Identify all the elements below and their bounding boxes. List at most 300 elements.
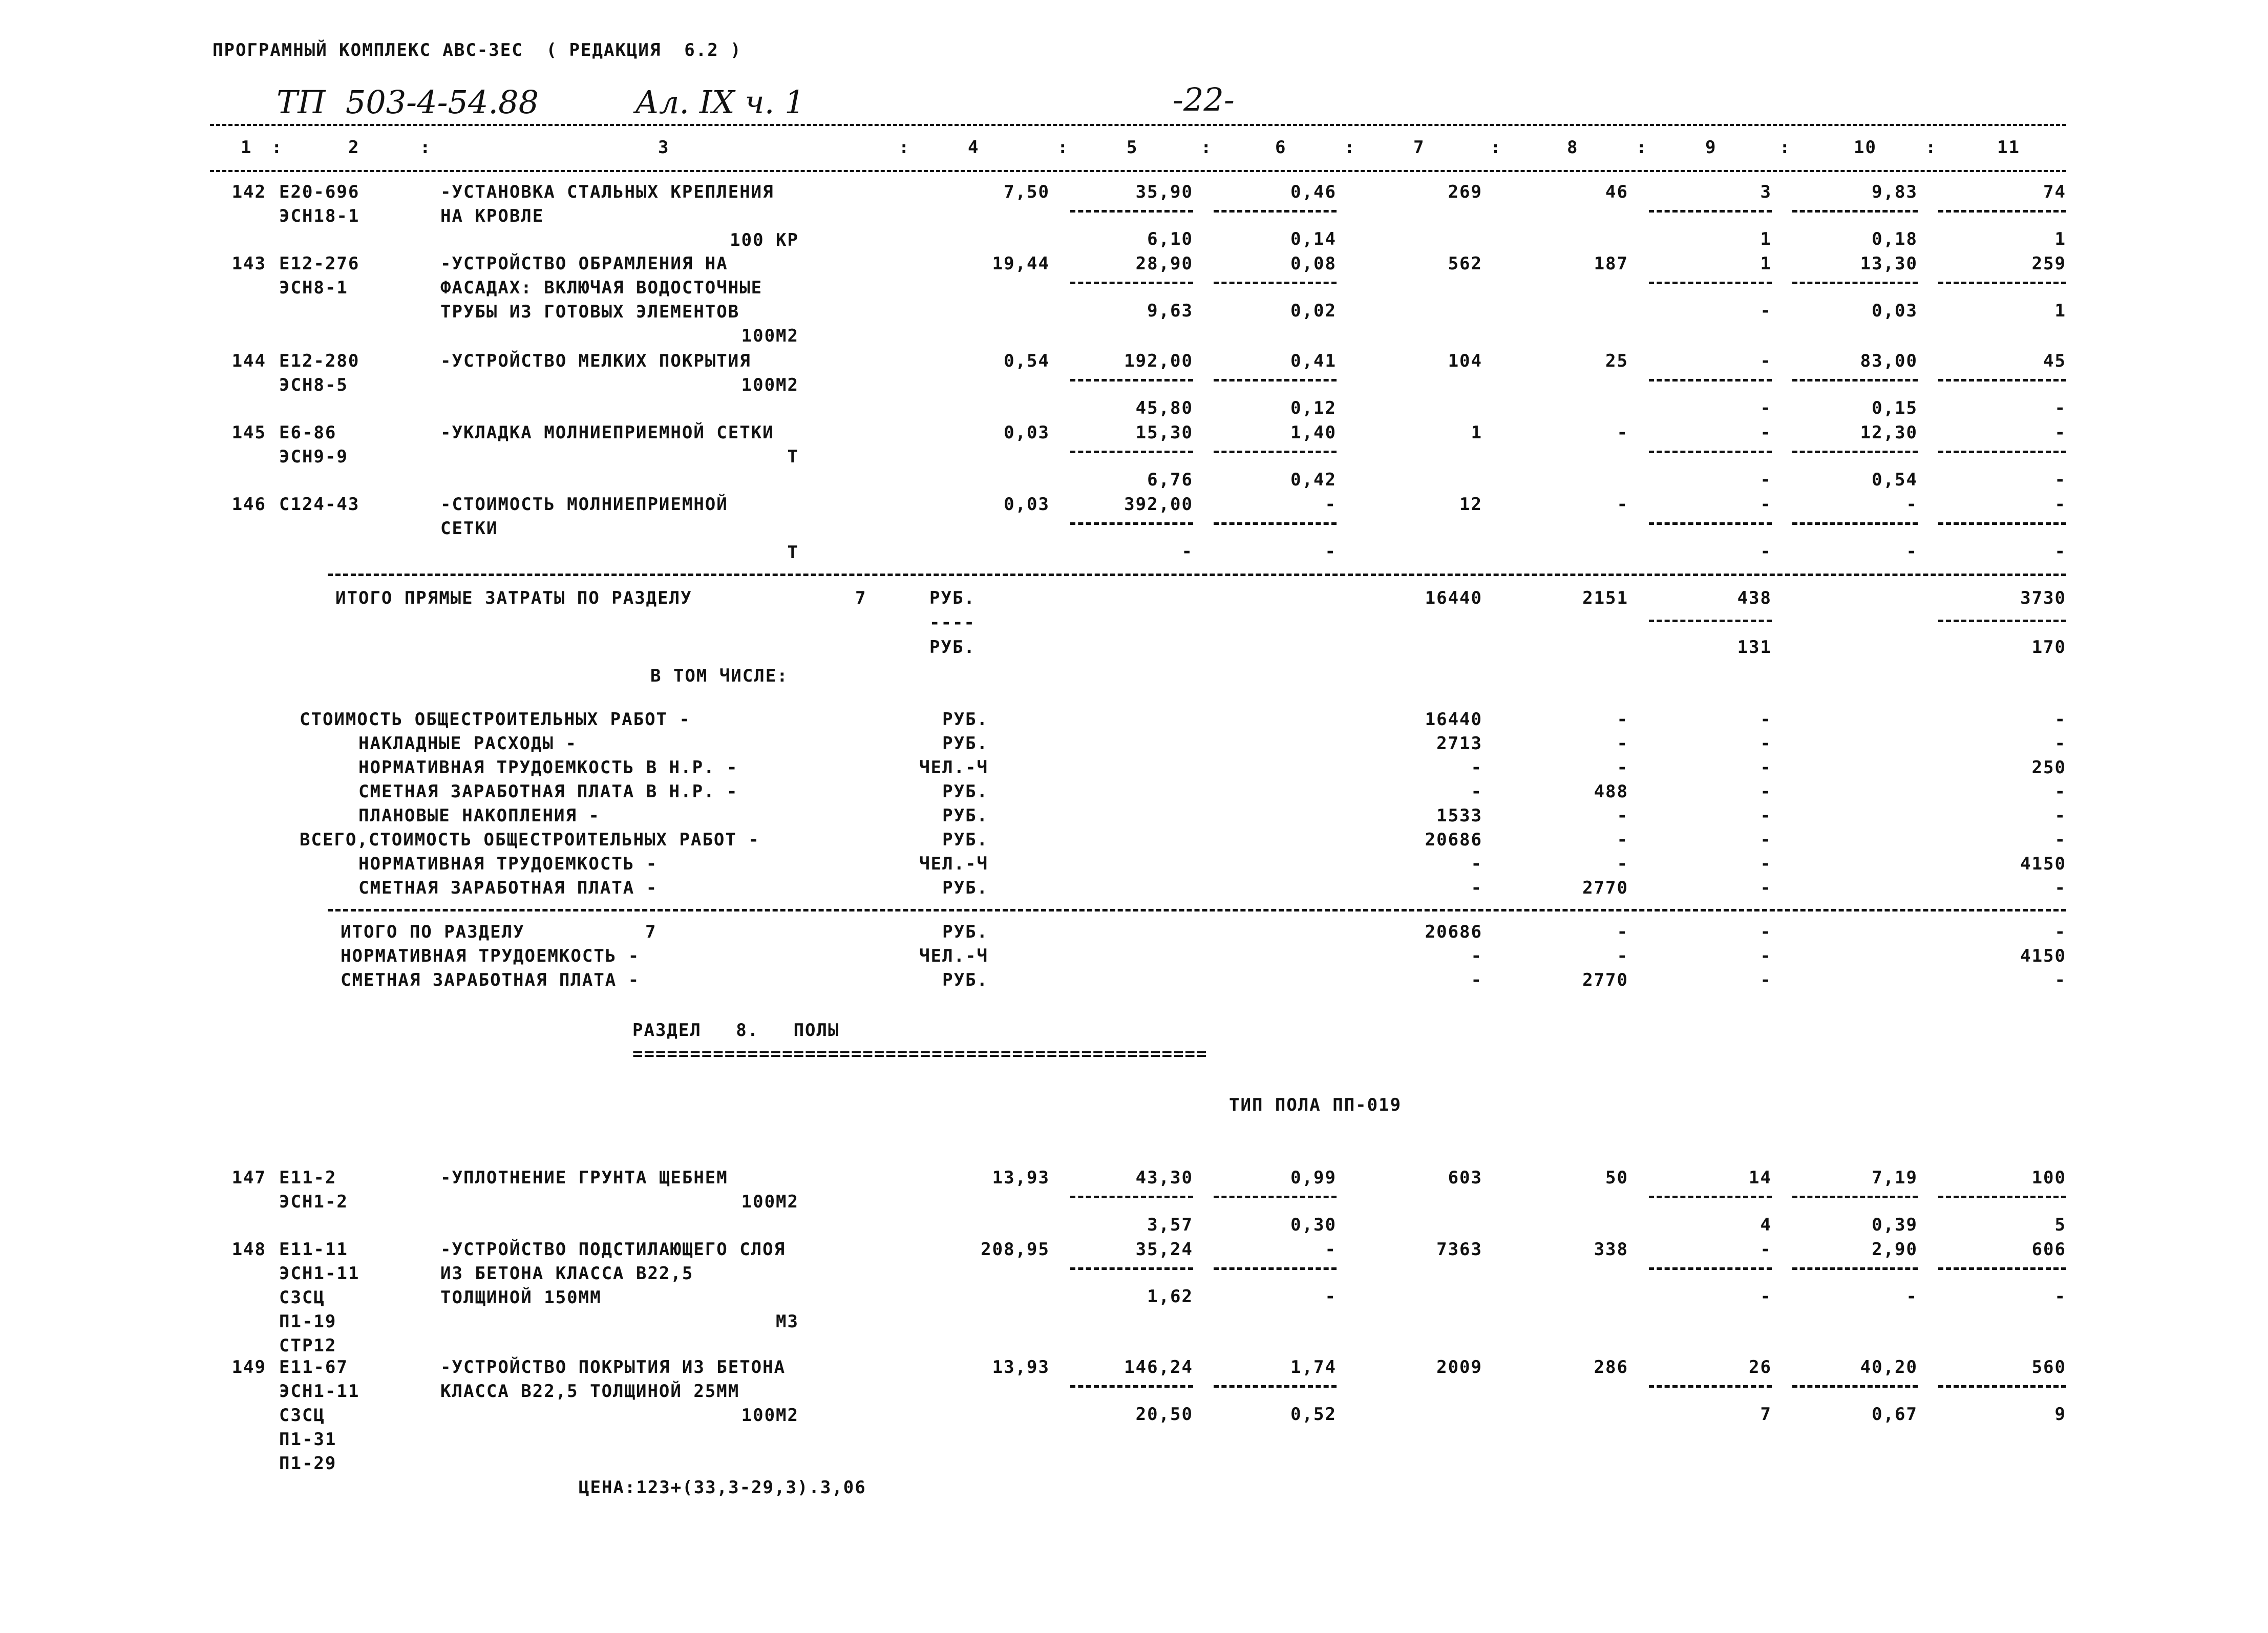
cell-c11: 560 xyxy=(2031,1357,2066,1377)
section-total-unit: ЧЕЛ.-Ч xyxy=(919,946,988,966)
summary-c7: - xyxy=(1471,854,1482,874)
unit: 100М2 xyxy=(741,375,799,395)
project-code: ТП 503-4-54.88 xyxy=(277,83,539,121)
norm-subcode: ЭСН9-9 xyxy=(279,447,348,467)
section-total-c8: 2770 xyxy=(1582,970,1628,990)
work-description: ТРУБЫ ИЗ ГОТОВЫХ ЭЛЕМЕНТОВ xyxy=(440,302,740,322)
section-underline: ================================================== xyxy=(632,1044,1208,1064)
column-separator: : xyxy=(271,137,283,158)
cell-c5: 392,00 xyxy=(1124,494,1193,515)
summary-c11: 250 xyxy=(2031,757,2066,778)
cell-c10b: 0,54 xyxy=(1872,470,1918,490)
cell-c11: - xyxy=(2054,494,2066,515)
sub-rule xyxy=(1792,1196,1918,1198)
cell-c5: 146,24 xyxy=(1124,1357,1193,1377)
sub-rule xyxy=(1649,1196,1772,1198)
cell-c6b: 0,30 xyxy=(1290,1215,1337,1235)
cell-c8: 50 xyxy=(1605,1168,1628,1188)
cell-c5b: - xyxy=(1181,541,1193,562)
summary-c11: - xyxy=(2054,781,2066,802)
sub-rule xyxy=(1938,1267,2066,1270)
sub-rule xyxy=(1792,1385,1918,1388)
summary-c8: 2770 xyxy=(1582,878,1628,898)
column-header-6: 6 xyxy=(1275,137,1287,158)
cell-c6b: 0,42 xyxy=(1290,470,1337,490)
cell-c10: - xyxy=(1906,494,1918,515)
sub-rule xyxy=(1649,620,1772,622)
column-separator: : xyxy=(1201,137,1213,158)
section-total-label: СМЕТНАЯ ЗАРАБОТНАЯ ПЛАТА - xyxy=(341,970,640,990)
sub-rule xyxy=(1792,522,1918,525)
cell-c6: 1,40 xyxy=(1290,422,1337,443)
cell-c8: 25 xyxy=(1605,351,1628,371)
summary-unit: РУБ. xyxy=(942,733,988,754)
unit: Т xyxy=(787,542,799,563)
cell-c11: 259 xyxy=(2031,253,2066,274)
summary-label: СМЕТНАЯ ЗАРАБОТНАЯ ПЛАТА В Н.Р. - xyxy=(358,781,738,802)
cell-c7: 7363 xyxy=(1436,1239,1482,1260)
price-note: ЦЕНА:123+(33,3-29,3).3,06 xyxy=(579,1477,866,1498)
cell-c9b: - xyxy=(1760,301,1772,321)
sub-rule xyxy=(1792,1267,1918,1270)
sub-rule xyxy=(1070,210,1193,213)
cell-c11: 100 xyxy=(2031,1168,2066,1188)
cell-c8: - xyxy=(1617,494,1628,515)
summary-c8: - xyxy=(1617,757,1628,778)
cell-c4: 13,93 xyxy=(992,1168,1050,1188)
totals-c9b: 131 xyxy=(1737,637,1772,658)
section-total-unit: РУБ. xyxy=(942,970,988,990)
section-totals-rule xyxy=(328,909,2066,911)
summary-label: ПЛАНОВЫЕ НАКОПЛЕНИЯ - xyxy=(358,805,600,826)
cell-c4: 7,50 xyxy=(1004,182,1050,202)
cell-c9b: 7 xyxy=(1760,1404,1772,1425)
cell-c11b: - xyxy=(2054,541,2066,562)
cell-c10: 12,30 xyxy=(1860,422,1918,443)
cell-c6: 0,46 xyxy=(1290,182,1337,202)
sub-rule xyxy=(1938,620,2066,622)
cell-c8: 46 xyxy=(1605,182,1628,202)
column-separator: : xyxy=(899,137,910,158)
cell-c4: 0,03 xyxy=(1004,494,1050,515)
column-header-4: 4 xyxy=(968,137,980,158)
column-header-11: 11 xyxy=(1997,137,2020,158)
totals-c11b: 170 xyxy=(2031,637,2066,658)
cell-c5: 15,30 xyxy=(1135,422,1193,443)
column-header-7: 7 xyxy=(1413,137,1425,158)
cell-c11b: - xyxy=(2054,398,2066,418)
summary-label: НОРМАТИВНАЯ ТРУДОЕМКОСТЬ - xyxy=(358,854,658,874)
summary-c7: 2713 xyxy=(1436,733,1482,754)
summary-c8: - xyxy=(1617,805,1628,826)
cell-c10: 83,00 xyxy=(1860,351,1918,371)
section-total-c7: - xyxy=(1471,946,1482,966)
cell-c6: 0,08 xyxy=(1290,253,1337,274)
cell-c9b: 1 xyxy=(1760,229,1772,249)
section-total-c7: - xyxy=(1471,970,1482,990)
section-total-c9: - xyxy=(1760,946,1772,966)
sub-rule xyxy=(1938,379,2066,381)
summary-c11: - xyxy=(2054,805,2066,826)
sub-rule xyxy=(1214,379,1337,381)
work-description: ФАСАДАХ: ВКЛЮЧАЯ ВОДОСТОЧНЫЕ xyxy=(440,278,763,298)
work-description: -СТОИМОСТЬ МОЛНИЕПРИЕМНОЙ xyxy=(440,494,728,515)
cell-c10b: 0,18 xyxy=(1872,229,1918,249)
cell-c5: 28,90 xyxy=(1135,253,1193,274)
cell-c5: 35,90 xyxy=(1135,182,1193,202)
sub-rule xyxy=(1792,282,1918,284)
cell-c7: 12 xyxy=(1459,494,1482,515)
cell-c10b: 0,15 xyxy=(1872,398,1918,418)
norm-code: Е12-276 xyxy=(279,253,360,274)
cell-c6: 0,99 xyxy=(1290,1168,1337,1188)
norm-code: Е20-696 xyxy=(279,182,360,202)
work-description: НА КРОВЛЕ xyxy=(440,206,544,226)
cell-c10b: 0,03 xyxy=(1872,301,1918,321)
totals-c11: 3730 xyxy=(2020,588,2066,608)
cell-c11: 74 xyxy=(2043,182,2066,202)
cell-c4: 19,44 xyxy=(992,253,1050,274)
work-description: -УПЛОТНЕНИЕ ГРУНТА ЩЕБНЕМ xyxy=(440,1168,728,1188)
cell-c9: - xyxy=(1760,494,1772,515)
sub-rule xyxy=(1938,282,2066,284)
totals-label: ИТОГО ПРЯМЫЕ ЗАТРАТЫ ПО РАЗДЕЛУ xyxy=(335,588,692,608)
cell-c9: 14 xyxy=(1749,1168,1772,1188)
cell-c6: 0,41 xyxy=(1290,351,1337,371)
cell-c6b: 0,12 xyxy=(1290,398,1337,418)
summary-c7: - xyxy=(1471,878,1482,898)
totals-c9: 438 xyxy=(1737,588,1772,608)
summary-label: СТОИМОСТЬ ОБЩЕСТРОИТЕЛЬНЫХ РАБОТ - xyxy=(300,709,691,730)
sub-rule xyxy=(1792,210,1918,213)
row-number: 149 xyxy=(231,1357,266,1377)
norm-subcode: СТР12 xyxy=(279,1335,337,1356)
sub-rule xyxy=(1070,379,1193,381)
summary-unit: РУБ. xyxy=(942,805,988,826)
cell-c9b: - xyxy=(1760,541,1772,562)
cell-c4: 0,54 xyxy=(1004,351,1050,371)
section-total-num: 7 xyxy=(645,922,657,942)
sub-rule xyxy=(1649,1385,1772,1388)
unit: Т xyxy=(787,447,799,467)
totals-dashes: ---- xyxy=(929,612,976,633)
row-number: 144 xyxy=(231,351,266,371)
cell-c7: 562 xyxy=(1448,253,1482,274)
summary-c7: - xyxy=(1471,757,1482,778)
norm-subcode: СЗСЦ xyxy=(279,1405,325,1426)
work-description: ИЗ БЕТОНА КЛАССА В22,5 xyxy=(440,1263,694,1284)
summary-c9: - xyxy=(1760,757,1772,778)
cell-c7: 104 xyxy=(1448,351,1482,371)
cell-c10b: - xyxy=(1906,1286,1918,1307)
cell-c10: 2,90 xyxy=(1872,1239,1918,1260)
row-number: 145 xyxy=(231,422,266,443)
cell-c11b: 1 xyxy=(2054,301,2066,321)
norm-code: Е11-11 xyxy=(279,1239,348,1260)
work-description: СЕТКИ xyxy=(440,518,498,539)
cell-c6: - xyxy=(1325,494,1337,515)
cell-c10: 9,83 xyxy=(1872,182,1918,202)
cell-c6b: 0,52 xyxy=(1290,1404,1337,1425)
work-description: ТОЛЩИНОЙ 150ММ xyxy=(440,1287,602,1308)
column-separator: : xyxy=(1057,137,1069,158)
cell-c5b: 45,80 xyxy=(1135,398,1193,418)
summary-unit: РУБ. xyxy=(942,830,988,850)
sub-rule xyxy=(1070,1267,1193,1270)
sub-rule xyxy=(1070,451,1193,453)
cell-c8: 338 xyxy=(1594,1239,1628,1260)
summary-unit: РУБ. xyxy=(942,709,988,730)
summary-c11: 4150 xyxy=(2020,854,2066,874)
summary-c9: - xyxy=(1760,830,1772,850)
summary-unit: ЧЕЛ.-Ч xyxy=(919,854,988,874)
summary-c8: - xyxy=(1617,709,1628,730)
cell-c9: - xyxy=(1760,351,1772,371)
column-header-9: 9 xyxy=(1705,137,1717,158)
row-number: 148 xyxy=(231,1239,266,1260)
summary-c9: - xyxy=(1760,709,1772,730)
cell-c6b: - xyxy=(1325,541,1337,562)
section-title: РАЗДЕЛ 8. ПОЛЫ xyxy=(632,1020,840,1041)
sub-rule xyxy=(1792,379,1918,381)
cell-c10b: 0,67 xyxy=(1872,1404,1918,1425)
sub-rule xyxy=(1214,1267,1337,1270)
column-separator: : xyxy=(1925,137,1937,158)
sub-rule xyxy=(1214,1196,1337,1198)
cell-c11b: - xyxy=(2054,470,2066,490)
totals-c7: 16440 xyxy=(1425,588,1482,608)
sub-rule xyxy=(1938,1196,2066,1198)
work-description: -УСТРОЙСТВО ПОКРЫТИЯ ИЗ БЕТОНА xyxy=(440,1357,786,1377)
cell-c9b: - xyxy=(1760,1286,1772,1307)
summary-c9: - xyxy=(1760,805,1772,826)
sub-rule xyxy=(1938,1385,2066,1388)
cell-c8: - xyxy=(1617,422,1628,443)
cell-c11b: 1 xyxy=(2054,229,2066,249)
sub-rule xyxy=(1070,282,1193,284)
cell-c10b: 0,39 xyxy=(1872,1215,1918,1235)
summary-c11: - xyxy=(2054,830,2066,850)
sub-rule xyxy=(1214,210,1337,213)
totals-top-rule xyxy=(328,574,2066,576)
work-description: -УСТАНОВКА СТАЛЬНЫХ КРЕПЛЕНИЯ xyxy=(440,182,774,202)
cell-c9b: 4 xyxy=(1760,1215,1772,1235)
sub-rule xyxy=(1214,282,1337,284)
sub-rule xyxy=(1938,210,2066,213)
totals-unit-2: РУБ. xyxy=(929,637,976,658)
sub-rule xyxy=(1214,522,1337,525)
norm-code: Е11-2 xyxy=(279,1168,337,1188)
sub-rule xyxy=(1649,379,1772,381)
summary-c9: - xyxy=(1760,781,1772,802)
cell-c6b: 0,14 xyxy=(1290,229,1337,249)
section-total-c11: - xyxy=(2054,970,2066,990)
cell-c7: 1 xyxy=(1471,422,1482,443)
row-number: 142 xyxy=(231,182,266,202)
sub-rule xyxy=(1792,451,1918,453)
unit: М3 xyxy=(776,1311,799,1332)
column-header-1: 1 xyxy=(241,137,252,158)
unit: 100М2 xyxy=(741,1405,799,1426)
column-header-8: 8 xyxy=(1567,137,1579,158)
row-number: 143 xyxy=(231,253,266,274)
cell-c9b: - xyxy=(1760,398,1772,418)
unit: 100М2 xyxy=(741,1192,799,1212)
summary-c8: - xyxy=(1617,854,1628,874)
cell-c11: 45 xyxy=(2043,351,2066,371)
header-bottom-rule xyxy=(210,170,2066,172)
summary-c9: - xyxy=(1760,733,1772,754)
row-number: 147 xyxy=(231,1168,266,1188)
cell-c9: 3 xyxy=(1760,182,1772,202)
summary-c9: - xyxy=(1760,878,1772,898)
summary-c11: - xyxy=(2054,709,2066,730)
summary-label: ВСЕГО,СТОИМОСТЬ ОБЩЕСТРОИТЕЛЬНЫХ РАБОТ - xyxy=(300,830,760,850)
sub-rule xyxy=(1649,522,1772,525)
cell-c6b: 0,02 xyxy=(1290,301,1337,321)
sub-rule xyxy=(1649,1267,1772,1270)
album-number: Ал. IX ч. 1 xyxy=(635,83,805,121)
cell-c5b: 6,76 xyxy=(1147,470,1193,490)
summary-c8: - xyxy=(1617,830,1628,850)
summary-c7: - xyxy=(1471,781,1482,802)
cell-c6: 1,74 xyxy=(1290,1357,1337,1377)
header-top-rule xyxy=(210,124,2066,126)
work-description: -УКЛАДКА МОЛНИЕПРИЕМНОЙ СЕТКИ xyxy=(440,422,774,443)
cell-c6: - xyxy=(1325,1239,1337,1260)
sub-rule xyxy=(1070,1196,1193,1198)
work-description: -УСТРОЙСТВО МЕЛКИХ ПОКРЫТИЯ xyxy=(440,351,751,371)
cell-c4: 13,93 xyxy=(992,1357,1050,1377)
cell-c10: 7,19 xyxy=(1872,1168,1918,1188)
sub-rule xyxy=(1938,451,2066,453)
cell-c8: 286 xyxy=(1594,1357,1628,1377)
cell-c10: 40,20 xyxy=(1860,1357,1918,1377)
norm-subcode: ЭСН8-5 xyxy=(279,375,348,395)
norm-code: Е6-86 xyxy=(279,422,337,443)
norm-subcode: ЭСН8-1 xyxy=(279,278,348,298)
cell-c5b: 20,50 xyxy=(1135,1404,1193,1425)
cell-c9b: - xyxy=(1760,470,1772,490)
totals-section: 7 xyxy=(855,588,867,608)
cell-c5b: 9,63 xyxy=(1147,301,1193,321)
sub-rule xyxy=(1214,1385,1337,1388)
cell-c6b: - xyxy=(1325,1286,1337,1307)
column-header-2: 2 xyxy=(348,137,360,158)
summary-c8: 488 xyxy=(1594,781,1628,802)
column-header-5: 5 xyxy=(1127,137,1138,158)
column-separator: : xyxy=(1490,137,1502,158)
section-total-c8: - xyxy=(1617,946,1628,966)
cell-c5: 43,30 xyxy=(1135,1168,1193,1188)
section-total-c11: 4150 xyxy=(2020,946,2066,966)
floor-type: ТИП ПОЛА ПП-019 xyxy=(1229,1095,1402,1115)
totals-c8: 2151 xyxy=(1582,588,1628,608)
section-total-c8: - xyxy=(1617,922,1628,942)
section-total-c9: - xyxy=(1760,970,1772,990)
norm-subcode: П1-31 xyxy=(279,1429,337,1450)
section-total-c9: - xyxy=(1760,922,1772,942)
cell-c11: - xyxy=(2054,422,2066,443)
summary-label: НОРМАТИВНАЯ ТРУДОЕМКОСТЬ В Н.Р. - xyxy=(358,757,738,778)
cell-c9: 26 xyxy=(1749,1357,1772,1377)
cell-c5b: 3,57 xyxy=(1147,1215,1193,1235)
sub-rule xyxy=(1938,522,2066,525)
program-header: ПРОГРАМНЫЙ КОМПЛЕКС АВС-3ЕС ( РЕДАКЦИЯ 6.2 ) xyxy=(213,40,742,60)
norm-subcode: ЭСН1-11 xyxy=(279,1381,360,1402)
cell-c8: 187 xyxy=(1594,253,1628,274)
section-total-label: ИТОГО ПО РАЗДЕЛУ xyxy=(341,922,525,942)
section-total-c7: 20686 xyxy=(1425,922,1482,942)
cell-c10b: - xyxy=(1906,541,1918,562)
cell-c11b: 5 xyxy=(2054,1215,2066,1235)
norm-subcode: ЭСН1-2 xyxy=(279,1192,348,1212)
cell-c9: - xyxy=(1760,1239,1772,1260)
summary-unit: РУБ. xyxy=(942,781,988,802)
section-total-unit: РУБ. xyxy=(942,922,988,942)
summary-c8: - xyxy=(1617,733,1628,754)
summary-label: НАКЛАДНЫЕ РАСХОДЫ - xyxy=(358,733,577,754)
summary-c9: - xyxy=(1760,854,1772,874)
summary-c11: - xyxy=(2054,733,2066,754)
summary-c7: 16440 xyxy=(1425,709,1482,730)
column-header-3: 3 xyxy=(658,137,670,158)
cell-c5b: 1,62 xyxy=(1147,1286,1193,1307)
column-separator: : xyxy=(1344,137,1356,158)
norm-subcode: П1-19 xyxy=(279,1311,337,1332)
sub-rule xyxy=(1649,210,1772,213)
cell-c5: 35,24 xyxy=(1135,1239,1193,1260)
cell-c7: 603 xyxy=(1448,1168,1482,1188)
cell-c10: 13,30 xyxy=(1860,253,1918,274)
work-description: КЛАССА В22,5 ТОЛЩИНОЙ 25ММ xyxy=(440,1381,740,1402)
cell-c4: 0,03 xyxy=(1004,422,1050,443)
norm-code: Е11-67 xyxy=(279,1357,348,1377)
norm-code: Е12-280 xyxy=(279,351,360,371)
summary-c11: - xyxy=(2054,878,2066,898)
sub-rule xyxy=(1649,451,1772,453)
summary-c7: 1533 xyxy=(1436,805,1482,826)
section-total-label: НОРМАТИВНАЯ ТРУДОЕМКОСТЬ - xyxy=(341,946,640,966)
cell-c5: 192,00 xyxy=(1124,351,1193,371)
sub-rule xyxy=(1214,451,1337,453)
summary-label: СМЕТНАЯ ЗАРАБОТНАЯ ПЛАТА - xyxy=(358,878,658,898)
summary-unit: РУБ. xyxy=(942,878,988,898)
cell-c7: 269 xyxy=(1448,182,1482,202)
cell-c9: 1 xyxy=(1760,253,1772,274)
cell-c11b: - xyxy=(2054,1286,2066,1307)
column-separator: : xyxy=(420,137,432,158)
cell-c4: 208,95 xyxy=(981,1239,1050,1260)
sub-rule xyxy=(1649,282,1772,284)
page-number: -22- xyxy=(1173,81,1235,118)
cell-c7: 2009 xyxy=(1436,1357,1482,1377)
column-separator: : xyxy=(1636,137,1648,158)
norm-subcode: СЗСЦ xyxy=(279,1287,325,1308)
work-description: -УСТРОЙСТВО ОБРАМЛЕНИЯ НА xyxy=(440,253,728,274)
totals-unit: РУБ. xyxy=(929,588,976,608)
unit: 100 КР xyxy=(730,230,799,250)
row-number: 146 xyxy=(231,494,266,515)
cell-c5b: 6,10 xyxy=(1147,229,1193,249)
work-description: -УСТРОЙСТВО ПОДСТИЛАЮЩЕГО СЛОЯ xyxy=(440,1239,786,1260)
section-total-c11: - xyxy=(2054,922,2066,942)
including-label: В ТОМ ЧИСЛЕ: xyxy=(650,666,789,686)
cell-c11: 606 xyxy=(2031,1239,2066,1260)
sub-rule xyxy=(1070,1385,1193,1388)
norm-subcode: ЭСН18-1 xyxy=(279,206,360,226)
summary-c7: 20686 xyxy=(1425,830,1482,850)
